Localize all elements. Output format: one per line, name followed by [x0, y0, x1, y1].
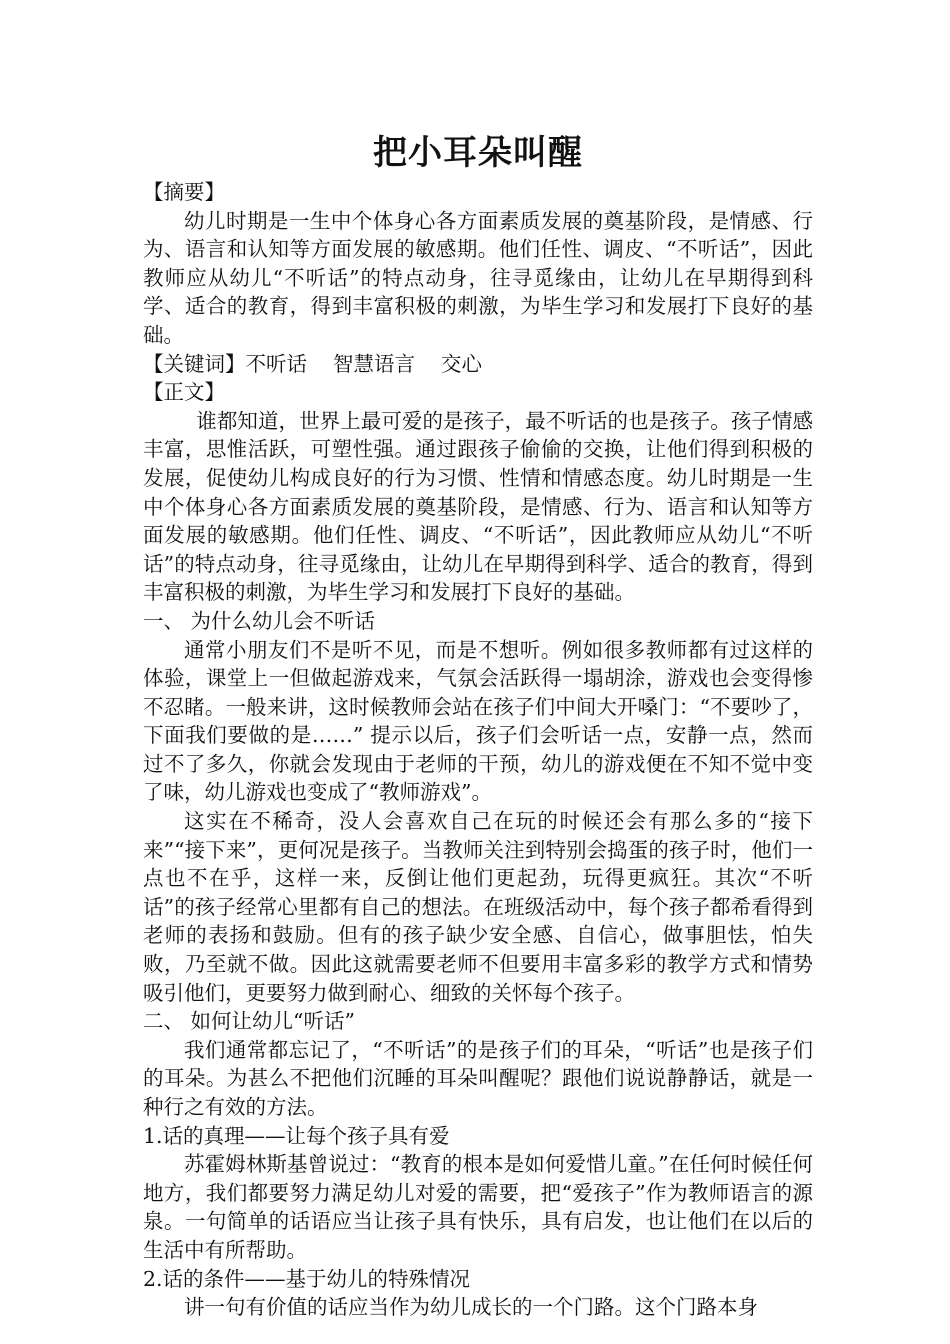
subsection-1-paragraph: 苏霍姆林斯基曾说过：“教育的根本是如何爱惜儿童。”在任何时候任何地方，我们都要努力满足幼儿对爱的需要，把“爱孩子”作为教师语言的源泉。一句简单的话语应当让孩子具有快乐，具有启发，也让他们在以后的生活中有所帮助。 [143, 1152, 813, 1262]
section-2-paragraph-1: 我们通常都忘记了，“不听话”的是孩子们的耳朵，“听话”也是孩子们的耳朵。为甚么不把他们沉睡的耳朵叫醒呢？跟他们说说静静话，就是一种行之有效的方法。 [143, 1037, 813, 1119]
body-intro-paragraph: 谁都知道，世界上最可爱的是孩子，最不听话的也是孩子。孩子情感丰富，思惟活跃，可塑性强。通过跟孩子偷偷的交换，让他们得到积极的发展，促使幼儿构成良好的行为习惯、性情和情感态度。幼儿时期是一生中个体身心各方面素质发展的奠基阶段，是情感、行为、语言和认知等方面发展的敏感期。他们任性、调皮、“不听话”，因此教师应从幼儿“不听话”的特点动身，往寻觅缘由，让幼儿在早期得到科学、适合的教育，得到丰富积极的刺激，为毕生学习和发展打下良好的基础。 [143, 408, 813, 605]
subsection-2-heading: 2.话的条件——基于幼儿的特殊情况 [143, 1266, 471, 1291]
document-page [143, 130, 813, 1322]
section-1-paragraph-2: 这实在不稀奇，没人会喜欢自己在玩的时候还会有那么多的“接下来”“接下来”，更何况是孩子。当教师关注到特别会捣蛋的孩子时，他们一点也不在乎，这样一来，反倒让他们更起劲，玩得更疯狂。其次“不听话”的孩子经常心里都有自己的想法。在班级活动中，每个孩子都希看得到老师的表扬和鼓励。但有的孩子缺少安全感、自信心，做事胆怯，怕失败，乃至就不做。因此这就需要老师不但要用丰富多彩的教学方式和情势吸引他们，更要努力做到耐心、细致的关怀每个孩子。 [143, 809, 813, 1005]
subsection-1-heading: 1.话的真理——让每个孩子具有爱 [143, 1123, 450, 1148]
keyword-3: 交心 [441, 351, 482, 376]
document-title: 把小耳朵叫醒 [373, 133, 583, 173]
section-2-heading: 二、 如何让幼儿“听话” [143, 1009, 355, 1034]
keywords-line [143, 350, 813, 379]
section-1-heading: 一、 为什么幼儿会不听话 [143, 608, 376, 633]
body-label: 【正文】 [143, 380, 225, 405]
keyword-2: 智慧语言 [333, 351, 415, 376]
abstract-text: 幼儿时期是一生中个体身心各方面素质发展的奠基阶段，是情感、行为、语言和认知等方面发展的敏感期。他们任性、调皮、“不听话”，因此教师应从幼儿“不听话”的特点动身，往寻觅缘由，让幼儿在早期得到科学、适合的教育，得到丰富积极的刺激，为毕生学习和发展打下良好的基础。 [143, 208, 813, 347]
abstract-label: 【摘要】 [143, 180, 225, 204]
keywords-label: 【关键词】 [143, 351, 246, 376]
subsection-2-paragraph: 讲一句有价值的话应当作为幼儿成长的一个门路。这个门路本身 [184, 1295, 758, 1320]
keyword-1: 不听话 [245, 351, 307, 376]
section-1-paragraph-1: 通常小朋友们不是听不见，而是不想听。例如很多教师都有过这样的体验，课堂上一但做起游戏来，气氛会活跃得一塌胡涂，游戏也会变得惨不忍睹。一般来讲，这时候教师会站在孩子们中间大开嗓门：“不要吵了，下面我们要做的是……” 提示以后，孩子们会听话一点，安静一点，然而过不了多久，你就会发现由于老师的干预，幼儿的游戏便在不知不觉中变了味，幼儿游戏也变成了“教师游戏”。 [143, 637, 813, 805]
